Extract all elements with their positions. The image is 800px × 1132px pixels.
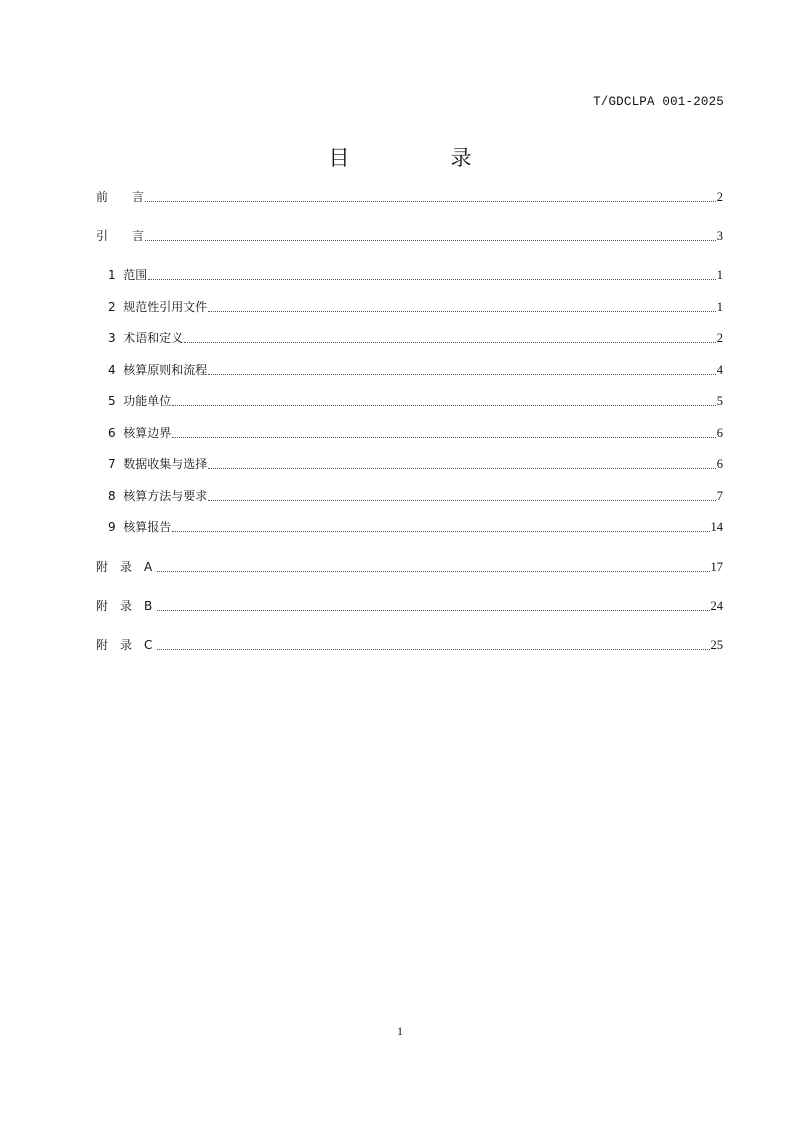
toc-entry-page-number: 5 xyxy=(716,394,723,408)
dot-leader xyxy=(172,436,715,438)
toc-entry-page-number: 17 xyxy=(710,560,723,574)
toc-entry-page-number: 14 xyxy=(710,520,723,534)
toc-entry-page-number: 25 xyxy=(710,638,723,652)
toc-entry-page-number: 2 xyxy=(716,190,723,204)
toc-entry-page-number: 7 xyxy=(716,489,723,503)
dot-leader xyxy=(145,200,716,202)
toc-entry[interactable] xyxy=(96,423,723,441)
toc-entry-label: 4 核算原则和流程 xyxy=(108,363,208,377)
toc-entry[interactable] xyxy=(96,226,723,244)
toc-entry[interactable] xyxy=(96,596,723,614)
dot-leader xyxy=(208,467,715,469)
page-number: 1 xyxy=(397,1024,403,1038)
toc-entry-label: 附 录 C xyxy=(96,638,157,652)
standard-code: T/GDCLPA 001-2025 xyxy=(593,95,724,109)
toc-entry-page-number: 4 xyxy=(716,363,723,377)
toc-entry-label: 5 功能单位 xyxy=(108,394,172,408)
toc-entry-page-number: 6 xyxy=(716,457,723,471)
toc-entry-page-number: 24 xyxy=(710,599,723,613)
toc-entry-label: 7 数据收集与选择 xyxy=(108,457,208,471)
toc-entry[interactable] xyxy=(96,391,723,409)
toc-entry[interactable] xyxy=(96,328,723,346)
dot-leader xyxy=(208,499,715,501)
toc-entry-page-number: 1 xyxy=(716,268,723,282)
toc-entry[interactable] xyxy=(96,454,723,472)
toc-entry[interactable] xyxy=(96,635,723,653)
toc-entry[interactable] xyxy=(96,486,723,504)
toc-entry-page-number: 1 xyxy=(716,300,723,314)
toc-entry[interactable] xyxy=(96,517,723,535)
toc-entry[interactable] xyxy=(96,265,723,283)
dot-leader xyxy=(157,648,709,650)
toc-entry-label: 3 术语和定义 xyxy=(108,331,184,345)
toc-entry-label: 9 核算报告 xyxy=(108,520,172,534)
toc-entry[interactable] xyxy=(96,297,723,315)
dot-leader xyxy=(172,404,715,406)
toc-entry-label: 1 范围 xyxy=(108,268,148,282)
dot-leader xyxy=(148,278,715,280)
dot-leader xyxy=(145,239,716,241)
toc-entry-label: 附 录 A xyxy=(96,560,157,574)
dot-leader xyxy=(208,310,715,312)
toc-entry-label: 附 录 B xyxy=(96,599,157,613)
dot-leader xyxy=(208,373,715,375)
toc-entry[interactable] xyxy=(96,557,723,575)
toc-entry-label: 引 言 xyxy=(96,229,145,243)
page-title: 目 录 xyxy=(328,146,512,170)
toc-entry-label: 6 核算边界 xyxy=(108,426,172,440)
toc-entry-label: 2 规范性引用文件 xyxy=(108,300,208,314)
toc-entry-label: 8 核算方法与要求 xyxy=(108,489,208,503)
toc-entry[interactable] xyxy=(96,360,723,378)
dot-leader xyxy=(157,609,709,611)
toc-entry-page-number: 2 xyxy=(716,331,723,345)
toc-entry-label: 前 言 xyxy=(96,190,145,204)
toc-entry[interactable] xyxy=(96,187,723,205)
toc-entry-page-number: 3 xyxy=(716,229,723,243)
dot-leader xyxy=(157,570,709,572)
dot-leader xyxy=(184,341,715,343)
toc-entry-page-number: 6 xyxy=(716,426,723,440)
dot-leader xyxy=(172,530,709,532)
